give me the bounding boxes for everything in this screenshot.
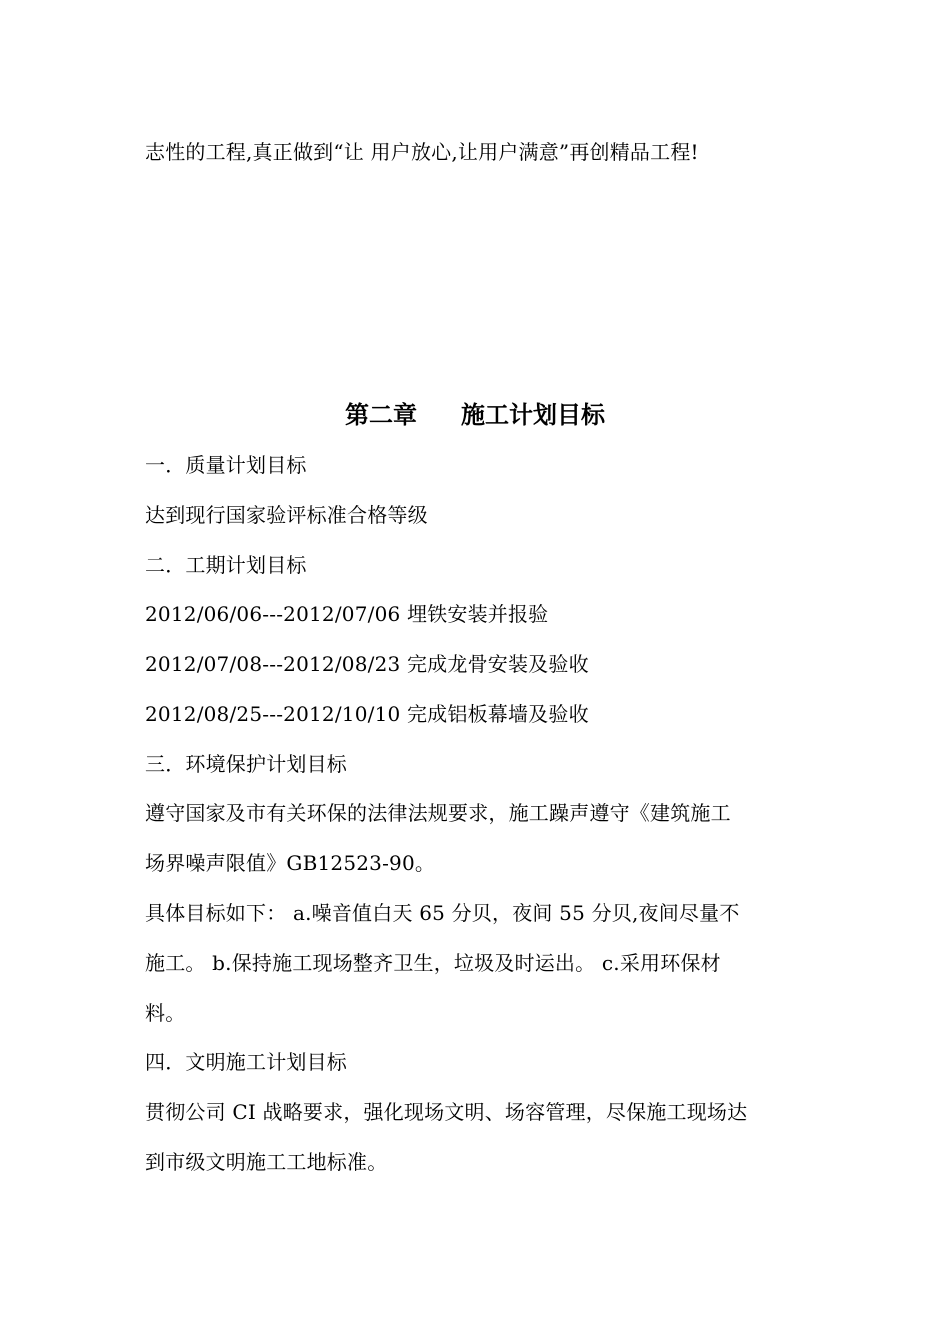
environment-text-line: 施工。 b.保持施工现场整齐卫生，垃圾及时运出。 c.采用环保材	[145, 951, 721, 975]
chapter-title	[0, 400, 950, 430]
chapter-number: 第二章	[345, 401, 417, 429]
section-civilized-heading: 四．文明施工计划目标	[145, 1050, 347, 1074]
environment-text-line: 场界噪声限值》GB12523-90。	[145, 851, 436, 875]
civilized-text-line: 到市级文明施工工地标准。	[145, 1150, 388, 1174]
intro-continuation-text: 志性的工程,真正做到“让 用户放心,让用户满意”再创精品工程!	[145, 140, 699, 164]
environment-text-line: 具体目标如下： a.噪音值白天 65 分贝，夜间 55 分贝,夜间尽量不	[145, 901, 740, 925]
chapter-name: 施工计划目标	[461, 401, 605, 429]
section-quality-heading: 一．质量计划目标	[145, 453, 307, 477]
environment-text-line: 遵守国家及市有关环保的法律法规要求，施工躁声遵守《建筑施工	[145, 801, 731, 825]
schedule-item: 2012/06/06---2012/07/06 埋铁安装并报验	[145, 602, 549, 626]
section-schedule-heading: 二．工期计划目标	[145, 553, 307, 577]
section-quality-body: 达到现行国家验评标准合格等级	[145, 503, 428, 527]
schedule-item: 2012/07/08---2012/08/23 完成龙骨安装及验收	[145, 652, 589, 676]
civilized-text-line: 贯彻公司 CI 战略要求，强化现场文明、场容管理，尽保施工现场达	[145, 1100, 748, 1124]
schedule-item: 2012/08/25---2012/10/10 完成铝板幕墙及验收	[145, 702, 589, 726]
environment-text-line: 料。	[145, 1001, 186, 1025]
section-environment-heading: 三．环境保护计划目标	[145, 752, 347, 776]
